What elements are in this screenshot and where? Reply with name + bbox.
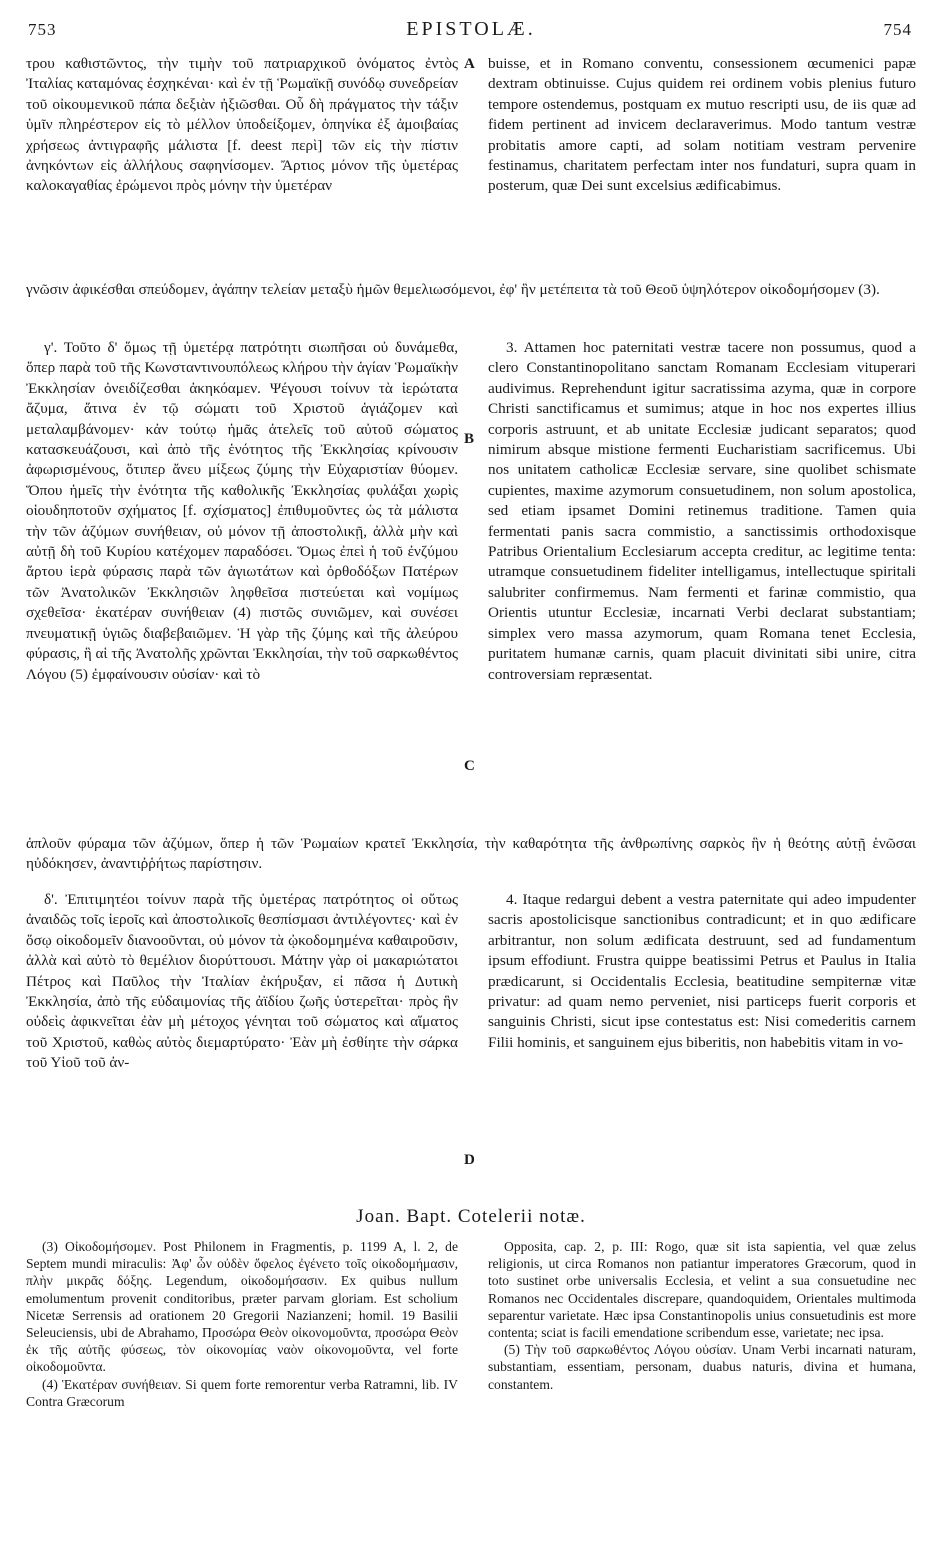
notes-left-column	[26, 1238, 458, 1538]
footnote: Opposita, cap. 2, p. III: Rogo, quæ sit ista sapientia, vel quæ zelus religionis, ut circa Romanos non patiantur imperatores Græcorum, quod in toto sustinet orbe universalis Ecclesia, et velint a sua consuetudine nec Romanos nec Occidentales discrepare, quandoquidem, Orientales multimoda separentur varietate. Hæc ipsa Constantinopolis unius consuetudinis est more contenta; sciat is facili emendatione scribendum esse, varietate; nec ipsa.	[488, 1239, 916, 1341]
latin-column	[488, 890, 916, 1186]
greek-fullwidth-text: ἁπλοῦν φύραμα τῶν ἀζύμων, ὅπερ ἡ τῶν Ῥωμαίων κρατεῖ Ἐκκλησία, τὴν καθαρότητα τῆς ἀνθρωπίνης σαρκὸς ἣν ἡ θεότης αὐτῇ ἑνῶσαι ηὐδόκησεν, ἀναντιῤῥήτως παρίστησιν.	[26, 835, 916, 873]
greek-column	[26, 890, 458, 1186]
margin-marker-a: A	[464, 56, 475, 72]
greek-text: δ'. Ἐπιτιμητέοι τοίνυν παρὰ τῆς ὑμετέρας πατρότητος οἱ οὕτως ἀναιδῶς τοῖς ἱεροῖς καὶ ἀποστολικοῖς θεσπίσμασι ἀντιλέγοντες· καὶ ἐν ὅσῳ οἰκοδομεῖν διανοοῦνται, οὐ μόνον τὰ ᾠκοδομημένα καθαιροῦσιν, ἀλλὰ καὶ αὐτὸ τὸ θεμέλιον διορύττουσι. Μάτην γὰρ οἱ μακαριώτατοι Πέτρος καὶ Παῦλος τὴν Ἰταλίαν ἐκήρυξαν, εἰ πᾶσα ἡ Δυτικὴ Ἐκκλησία, ἀπὸ τῆς εὐδαιμονίας τῆς ἀϊδίου ζωῆς ὑστερεῖται· πρὸς ἣν οὐδεὶς ἀφικνεῖται ἐὰν μὴ μέτοχος γένηται τοῦ σώματος καὶ αἵματος τοῦ Χριστοῦ, καθὼς αὐτὸς διεμαρτύρατο· Ἐὰν μὴ ἐσθίητε τὴν σάρκα τοῦ Υἱοῦ τοῦ ἀν-	[26, 891, 458, 1072]
greek-column	[26, 54, 458, 280]
footnote: (3) Οἰκοδομήσομεν. Post Philonem in Fragmentis, p. 1199 A, l. 2, de Septem mundi miraculis: Ἀφ' ὧν οὐδὲν ὄφελος ἐγένετο τοῖς οἰκοδομήμασιν, πλὴν μικρᾶς δόξης. Legendum, οἰκοδομήσασιν. Ex quibus nullum emolumentum provenit conditoribus, præter parvam gloriam. Est scholium Nicetæ Serrensis ad orationem 20 Gregorii Nazianzeni; homil. 19 Basilii Seleuciensis, ubi de Abrahamo, Προσώρα Θεὸν οἰκονομοῦντα, προσώρα Θεὸν ἐκ τῆς αὐτῆς φύσεως, τὸν οἰκονομίας ναὸν οἰκονομοῦντα, vel forte οἰκοδομοῦντα.	[26, 1239, 458, 1375]
greek-column	[26, 338, 458, 834]
notes-right-column	[488, 1238, 916, 1538]
page-number-right: 754	[883, 20, 912, 39]
margin-marker-d: D	[464, 1152, 475, 1168]
footnote: (5) Τὴν τοῦ σαρκωθέντος Λόγου οὐσίαν. Unam Verbi incarnati naturam, substantiam, essentiam, personam, duabus naturis, divina et humana, constantem.	[488, 1342, 916, 1392]
greek-text: γ'. Τοῦτο δ' ὅμως τῇ ὑμετέρᾳ πατρότητι σιωπῆσαι οὐ δυνάμεθα, ὅπερ παρὰ τοῦ τῆς Κωνσταντινουπόλεως κλήρου τὴν ἁγίαν Ῥωμαϊκὴν Ἐκκλησίαν ὀνειδίζεσθαι ἀκηκόαμεν. Ψέγουσι τοίνυν τὰ ἱερώτατα ἄζυμα, ἅτινα ἐν τῷ σώματι τοῦ Χριστοῦ ἁγιάζομεν καὶ μεταλαμβάνομεν· κἀν τούτῳ ἡμᾶς ἀτελεῖς τοῦ αὐτοῦ σώματος κατασκευάζουσι, καὶ ἀπὸ τῆς ἑνότητος τῆς Ἐκκλησίας κρίνουσιν ἀφωρισμένους, ὅτιπερ ἄνευ μίξεως ζύμης τὴν Εὐχαριστίαν θύομεν. Ὅπου ἡμεῖς τὴν ἑνότητα τῆς καθολικῆς Ἐκκλησίας φυλάξαι χωρὶς οἱουδηποτοῦν σχήματος [f. σχίσματος] ἐπιθυμοῦντες ὡς τὰ μάλιστα τὴν τῶν ἀζύμων συνήθειαν, οὐ μόνον τῇ ἀποστολικῇ, ἀλλὰ μὴν καὶ αὐτῇ δὴ τοῦ Κυρίου κατέχομεν παραδόσει. Ὅμως ἐπεὶ ἡ τοῦ ἐνζύμου ἄρτου ἱερὰ φύρασις παρὰ τῶν ἁγιωτάτων καὶ ὀρθοδόξων Πατέρων τῶν Ἀνατολικῶν Ἐκκλησιῶν ληφθεῖσα πιστεύεται καὶ νομίμως σχεθεῖσα· ἑκατέραν συνήθειαν (4) πιστῶς συνιῶμεν, καὶ συνέσει πνευματικῇ ὑγιῶς διαβεβαιῶμεν. Ἡ γὰρ τῆς ζύμης καὶ τῆς ἀλεύρου φύρασις, ἣ αἱ τῆς Ἀνατολῆς χρῶνται Ἐκκλησίαι, τὴν τοῦ σαρκωθέντος Λόγου (5) ἐμφαίνουσιν οὐσίαν· καὶ τὸ	[26, 339, 458, 683]
greek-fullwidth-text: γνῶσιν ἀφικέσθαι σπεύδομεν, ἀγάπην τελείαν μεταξὺ ἡμῶν θεμελιωσόμενοι, ἐφ' ἣν μετέπειτα τὰ τοῦ Θεοῦ ὑψηλότερον οἰκοδομήσομεν (3).	[26, 281, 880, 298]
section-1	[26, 54, 916, 326]
notes-heading: Joan. Bapt. Cotelerii notæ.	[356, 1206, 586, 1227]
margin-marker-b: B	[464, 431, 475, 447]
margin-marker-c: C	[464, 758, 475, 774]
latin-column	[488, 338, 916, 834]
section-2	[26, 338, 916, 878]
greek-text: τρου καθιστῶντος, τὴν τιμὴν τοῦ πατριαρχικοῦ ὀνόματος ἐντὸς Ἰταλίας καταμόνας ἐσχηκέναι· καὶ ἐν τῇ Ῥωμαϊκῇ συνόδῳ συνεδρείαν τοῦ οἰκουμενικοῦ πάπα δεξιὰν ἠξιῶσθαι. Οὗ δὴ πράγματος τὴν τάξιν ὑμῖν πληρέστερον εἰς τὸ μέλλον ὑποδείξομεν, ὁπηνίκα ἐξ ἀμοιβαίας χρήσεως ἀντιγραφῆς μάλιστα [f. deest περὶ] τῶν εἰς τὴν πίστιν ἀνηκόντων εἰς ἀλλήλους σαφηνίσομεν. Ἄρτιος μόνον τῆς ὑμετέρας καλοκαγαθίας ἐρώμενοι πρὸς μόνην τὴν ὑμετέραν	[26, 55, 458, 195]
running-title: EPISTOLÆ.	[406, 18, 536, 40]
latin-text: buisse, et in Romano conventu, consessionem œcumenici papæ dextram obtinuisse. Cujus quidem rei ordinem vobis plenius futuro tempore ostendemus, postquam ex mutuo rescripti usu, de iis quæ ad fidem pertinent ad invicem declaraverimus. Modo tantum vestræ probitatis amore capti, ad solam notitiam vestram pervenire festinamus, charitatem perfectam inter nos fundaturi, supra quam in posterum, quæ Dei sunt excelsius ædificabimus.	[488, 55, 916, 195]
book-page	[26, 14, 916, 1539]
latin-text: 3. Attamen hoc paternitati vestræ tacere non possumus, quod a clero Constantinopolitano sanctam Romanam Ecclesiam vituperari audivimus. Reprehendunt igitur sacratissima azyma, quæ in corpore Christi sanctificamus et sumimus; atque in hoc nos expertes illius corporis astruunt, et ab unitate Ecclesiæ judicant separatos; quod nimirum absque mistione fermenti Eucharistiam sacrificemus. Ubi nos unitatem catholicæ Ecclesiæ servare, sine quolibet schismate cupientes, maxime azymorum consuetudinem, non solum apostolica, sed etiam ipsamet Domini retinemus traditione. Tamen quia fermentati panis sacra commistio, a sanctissimis orthodoxisque Patribus Orientalium Ecclesiarum accepta creditur, ac legitime tenta: utramque consuetudinem fideliter intelligamus, intellectuque spiritali salubriter confirmemus. Nam fermenti et farinæ commistio, qua Orientis utuntur Ecclesiæ, incarnati Verbi declarat substantiam; simplex vero massa azymorum, quam Romana tenet Ecclesia, puritatem humanæ carnis, quam placuit divinitati sibi unire, citra controversiam repræsentat.	[488, 339, 916, 683]
latin-column	[488, 54, 916, 280]
footnote: (4) Ἑκατέραν συνήθειαν. Si quem forte remorentur verba Ratramni, lib. IV Contra Græcorum	[26, 1376, 458, 1409]
running-header	[26, 14, 916, 48]
section-3	[26, 890, 916, 1190]
latin-text: 4. Itaque redargui debent a vestra paternitate qui adeo impudenter sacris apostolicisque sanctionibus contradicunt; et in quo ædificare arbitrantur, non solum ædificata destruunt, sed ad fundamentum ipsum effodiunt. Frustra quippe beatissimi Petrus et Paulus in Italia prædicarunt, si Occidentalis Ecclesia, beatitudine sempiternæ vitæ privatur: ad quam nemo perveniet, nisi particeps fuerit corporis et sanguinis Christi, sicut ipse contestatus est: Nisi comederitis carnem Filii hominis, et sanguinem ejus biberitis, non habebitis vitam in vo-	[488, 891, 916, 1051]
page-number-left: 753	[28, 20, 57, 39]
